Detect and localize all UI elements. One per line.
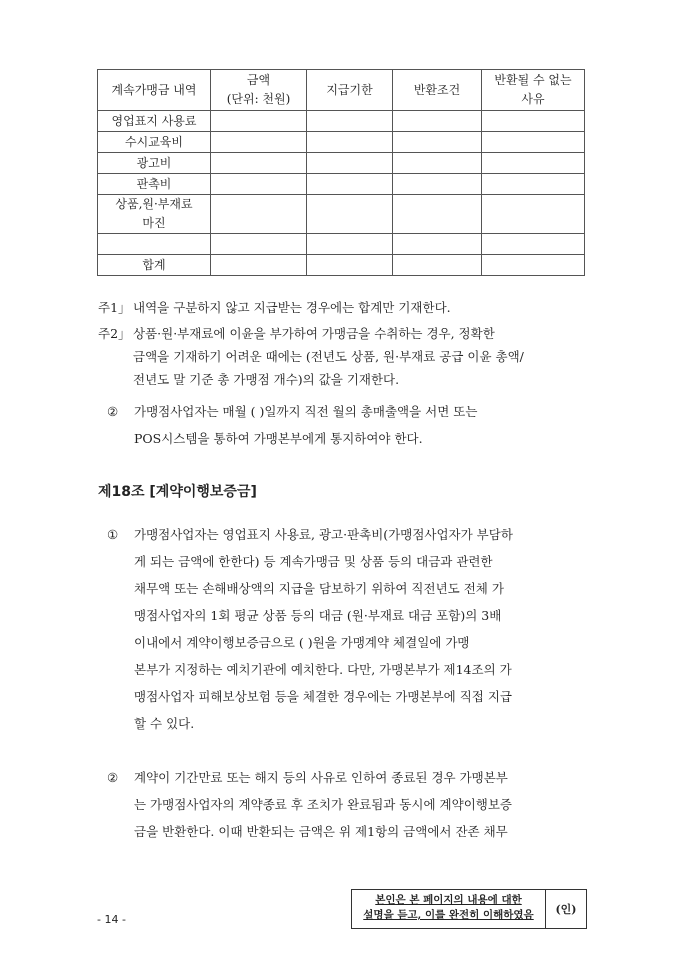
table-cell — [211, 174, 307, 195]
table-cell — [393, 174, 482, 195]
paragraph-line: 는 가맹점사업자의 계약종료 후 조치가 완료됨과 동시에 계약이행보증 — [134, 797, 512, 812]
table-cell — [482, 111, 585, 132]
row-label-goods-margin — [98, 195, 211, 234]
paragraph-line: 할 수 있다. — [134, 716, 195, 731]
header-nonrefund-reason — [482, 70, 585, 111]
article-paragraph-2 — [107, 764, 592, 845]
row-label-goods-margin-line1: 상품,원·부재료 — [115, 197, 193, 211]
table-row — [98, 132, 585, 153]
header-refund-condition: 반환조건 — [393, 70, 482, 111]
confirmation-text — [352, 890, 546, 928]
row-label-total: 합계 — [98, 255, 211, 276]
table-cell — [307, 153, 393, 174]
note-2-line2: 금액을 기재하기 어려운 때에는 (전년도 상품, 원·부재료 공급 이윤 총액/ — [133, 349, 524, 364]
table-cell — [211, 111, 307, 132]
table-cell — [393, 255, 482, 276]
header-amount-unit: (단위: 천원) — [226, 92, 291, 106]
table-cell — [393, 132, 482, 153]
page-number: - 14 - — [97, 913, 126, 926]
paragraph-line: 계약이 기간만료 또는 해지 등의 사유로 인하여 종료된 경우 가맹본부 — [134, 770, 508, 785]
note-1-tag: 주1」 — [98, 300, 131, 315]
table-cell — [211, 255, 307, 276]
header-amount-label: 금액 — [246, 73, 271, 87]
confirmation-box — [351, 889, 587, 929]
table-cell — [482, 195, 585, 234]
table-cell — [307, 195, 393, 234]
note-2-line3: 전년도 말 기준 총 가맹점 개수)의 값을 기재한다. — [133, 372, 400, 387]
seal-field[interactable]: (인) — [555, 903, 577, 916]
table-cell — [482, 153, 585, 174]
paragraph-line: 게 되는 금액에 한한다) 등 계속가맹금 및 상품 등의 대금과 관련한 — [134, 554, 493, 569]
paragraph-line: 본부가 지정하는 예치기관에 예치한다. 다만, 가맹본부가 제14조의 가 — [134, 662, 512, 677]
table-cell — [307, 234, 393, 255]
row-label-brand-fee: 영업표지 사용료 — [98, 111, 211, 132]
confirmation-line2: 설명을 듣고, 이를 완전히 이해하였음 — [363, 909, 534, 921]
row-label-goods-margin-line2: 마진 — [142, 216, 166, 230]
table-cell — [307, 174, 393, 195]
row-label-promotion-fee: 판촉비 — [98, 174, 211, 195]
note-2 — [98, 322, 588, 391]
table-cell — [482, 132, 585, 153]
table-row — [98, 174, 585, 195]
table-cell — [211, 195, 307, 234]
table-cell — [393, 234, 482, 255]
table-cell — [211, 132, 307, 153]
table-cell — [211, 234, 307, 255]
table-cell — [211, 153, 307, 174]
paragraph-line: 이내에서 계약이행보증금으로 ( )원을 가맹계약 체결일에 가맹 — [134, 635, 470, 650]
table-cell — [482, 234, 585, 255]
header-nonrefund-line2: 사유 — [521, 92, 545, 106]
paragraph-number: ① — [107, 527, 119, 542]
clause-line: POS시스템을 통하여 가맹본부에게 통지하여야 한다. — [134, 431, 423, 446]
table-cell — [307, 132, 393, 153]
clause-sales-report — [107, 398, 592, 452]
table-row — [98, 255, 585, 276]
paragraph-line: 맹점사업자 피해보상보험 등을 체결한 경우에는 가맹본부에 직접 지급 — [134, 689, 512, 704]
table-row — [98, 153, 585, 174]
row-label-training-fee: 수시교육비 — [98, 132, 211, 153]
header-due-date: 지급기한 — [307, 70, 393, 111]
article-heading: 제18조 [계약이행보증금] — [98, 484, 257, 500]
note-2-tag: 주2」 — [98, 326, 131, 341]
table-cell — [482, 174, 585, 195]
table-cell — [307, 111, 393, 132]
confirmation-line1: 본인은 본 페이지의 내용에 대한 — [375, 894, 522, 906]
table-cell — [393, 195, 482, 234]
table-cell — [393, 111, 482, 132]
paragraph-line: 채무액 또는 손해배상액의 지급을 담보하기 위하여 직전년도 전체 가 — [134, 581, 504, 596]
clause-line: 가맹점사업자는 매월 ( )일까지 직전 월의 총매출액을 서면 또는 — [134, 404, 478, 419]
table-header-row — [98, 70, 585, 111]
article-paragraph-1 — [107, 521, 592, 737]
paragraph-line: 가맹점사업자는 영업표지 사용료, 광고·판촉비(가맹점사업자가 부담하 — [134, 527, 513, 542]
table-row — [98, 234, 585, 255]
header-nonrefund-line1: 반환될 수 없는 — [494, 73, 572, 87]
franchise-fee-table — [97, 69, 585, 276]
paragraph-number: ② — [107, 770, 119, 785]
table-cell — [482, 255, 585, 276]
row-label-empty — [98, 234, 211, 255]
table-row — [98, 111, 585, 132]
paragraph-line: 맹점사업자의 1회 평균 상품 등의 대금 (원·부재료 대금 포함)의 3배 — [134, 608, 502, 623]
paragraph-line: 금을 반환한다. 이때 반환되는 금액은 위 제1항의 금액에서 잔존 채무 — [134, 824, 508, 839]
note-1-text: 내역을 구분하지 않고 지급받는 경우에는 합계만 기재한다. — [133, 300, 451, 315]
table-cell — [307, 255, 393, 276]
table-row — [98, 195, 585, 234]
clause-number: ② — [107, 404, 119, 419]
table-cell — [393, 153, 482, 174]
note-1 — [98, 296, 588, 319]
header-fee-item: 계속가맹금 내역 — [98, 70, 211, 111]
note-2-line1: 상품·원·부재료에 이윤을 부가하여 가맹금을 수취하는 경우, 정확한 — [133, 326, 495, 341]
row-label-advertising-fee: 광고비 — [98, 153, 211, 174]
header-amount — [211, 70, 307, 111]
